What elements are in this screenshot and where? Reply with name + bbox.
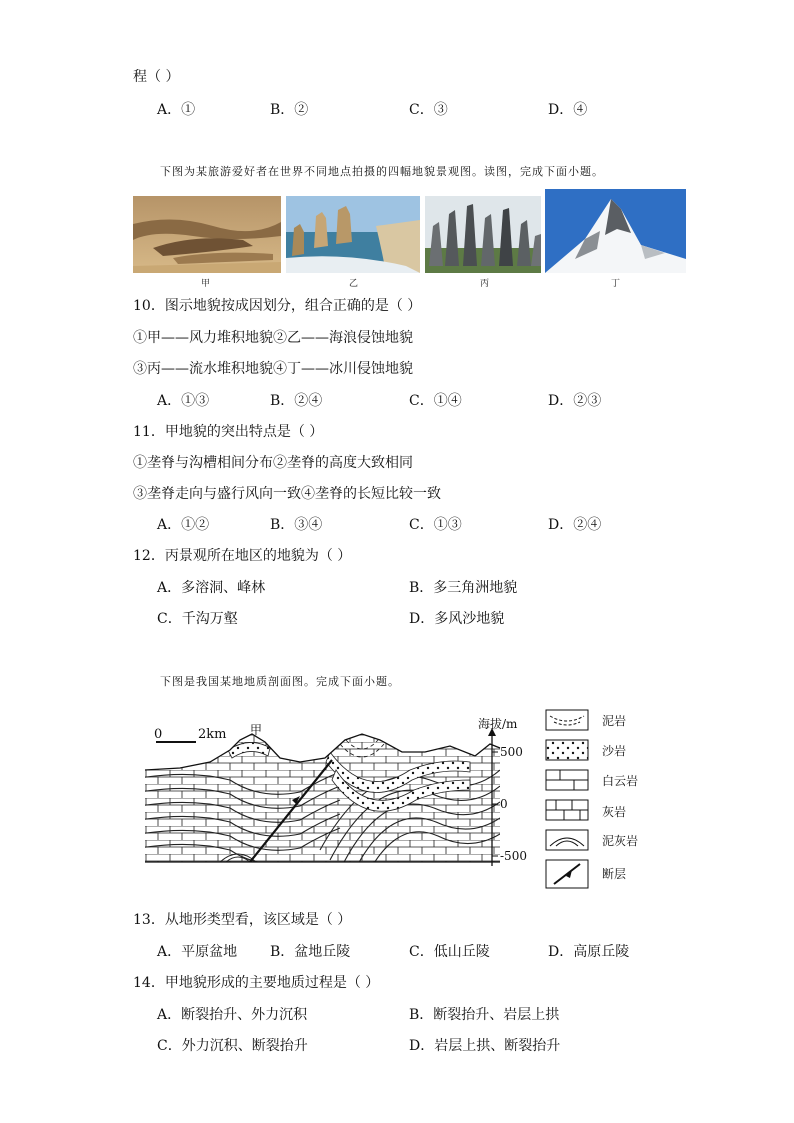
q14-option-b[interactable]: B．断裂抬升、岩层上拱 <box>409 1007 560 1023</box>
q12-option-c[interactable]: C．千沟万壑 <box>157 611 238 627</box>
caption-yi: 乙 <box>349 279 359 289</box>
photo-yi-sea-stacks <box>286 196 420 273</box>
q14-option-c[interactable]: C．外力沉积、断裂抬升 <box>157 1038 308 1054</box>
q12-option-a[interactable]: A．多溶洞、峰林 <box>157 580 266 596</box>
q9-stem-tail: 程（ ） <box>133 69 180 85</box>
q10-option-c[interactable]: C．①④ <box>409 393 462 409</box>
q11-option-a[interactable]: A．①② <box>157 517 210 533</box>
q10-option-d[interactable]: D．②③ <box>548 393 602 409</box>
scale-length-label: 2km <box>198 727 227 742</box>
q9-option-b[interactable]: B．② <box>270 102 309 118</box>
q11-statement-line2: ③垄脊走向与盛行风向一致④垄脊的长短比较一致 <box>133 486 441 502</box>
q11-option-d[interactable]: D．②④ <box>548 517 602 533</box>
point-jia-label: 甲 <box>250 723 263 737</box>
q9-option-c[interactable]: C．③ <box>409 102 448 118</box>
caption-ding: 丁 <box>611 279 621 289</box>
legend <box>546 710 638 888</box>
q11-option-c[interactable]: C．①③ <box>409 517 462 533</box>
q11-statement-line1: ①垄脊与沟槽相间分布②垄脊的高度大致相同 <box>133 455 413 471</box>
q9-option-a[interactable]: A．① <box>157 102 196 118</box>
legend-label-sandstone: 沙岩 <box>602 744 627 758</box>
q14-option-d[interactable]: D．岩层上拱、断裂抬升 <box>409 1038 561 1054</box>
legend-label-limestone: 灰岩 <box>602 805 627 819</box>
q13-option-a[interactable]: A．平原盆地 <box>157 944 238 960</box>
q10-option-b[interactable]: B．②④ <box>270 393 323 409</box>
tick-0: 0 <box>500 797 508 811</box>
caption-bing: 丙 <box>480 279 490 289</box>
legend-swatch-marl <box>546 830 588 850</box>
scale-zero-label: 0 <box>154 727 163 742</box>
q13-option-d[interactable]: D．高原丘陵 <box>548 944 630 960</box>
tick-500: 500 <box>500 745 523 759</box>
q13-option-c[interactable]: C．低山丘陵 <box>409 944 490 960</box>
q13-stem: 13．从地形类型看，该区域是（ ） <box>133 912 352 928</box>
photo-ding-matterhorn <box>545 189 686 273</box>
q13-option-b[interactable]: B．盆地丘陵 <box>270 944 351 960</box>
tick-minus-500: -500 <box>500 849 527 863</box>
legend-swatch-mudstone <box>546 710 588 730</box>
section2-intro: 下图是我国某地地质剖面图。完成下面小题。 <box>160 675 400 688</box>
q14-stem: 14．甲地貌形成的主要地质过程是（ ） <box>133 975 380 991</box>
section1-intro: 下图为某旅游爱好者在世界不同地点拍摄的四幅地貌景观图。读图，完成下面小题。 <box>160 165 604 178</box>
elevation-axis-label: 海拔/m <box>478 717 518 731</box>
q12-option-b[interactable]: B．多三角洲地貌 <box>409 580 518 596</box>
q12-stem: 12．丙景观所在地区的地貌为（ ） <box>133 548 352 564</box>
legend-label-dolomite: 白云岩 <box>602 774 639 788</box>
q10-stem: 10．图示地貌按成因划分，组合正确的是（ ） <box>133 298 422 314</box>
photo-jia-yardang <box>133 196 281 273</box>
q12-option-d[interactable]: D．多风沙地貌 <box>409 611 505 627</box>
caption-jia: 甲 <box>201 279 211 289</box>
legend-label-mudstone: 泥岩 <box>602 714 627 728</box>
q9-option-d[interactable]: D．④ <box>548 102 588 118</box>
q10-statement-line2: ③丙——流水堆积地貌④丁——冰川侵蚀地貌 <box>133 361 413 377</box>
q11-option-b[interactable]: B．③④ <box>270 517 323 533</box>
legend-swatch-sandstone <box>546 740 588 760</box>
q11-stem: 11．甲地貌的突出特点是（ ） <box>133 424 324 440</box>
legend-label-marl: 泥灰岩 <box>602 834 639 848</box>
legend-label-fault: 断层 <box>602 867 627 881</box>
geologic-cross-section <box>140 700 660 900</box>
q10-option-a[interactable]: A．①③ <box>157 393 210 409</box>
photo-bing-stone-forest <box>425 196 541 273</box>
q14-option-a[interactable]: A．断裂抬升、外力沉积 <box>157 1007 308 1023</box>
q10-statement-line1: ①甲——风力堆积地貌②乙——海浪侵蚀地貌 <box>133 330 413 346</box>
